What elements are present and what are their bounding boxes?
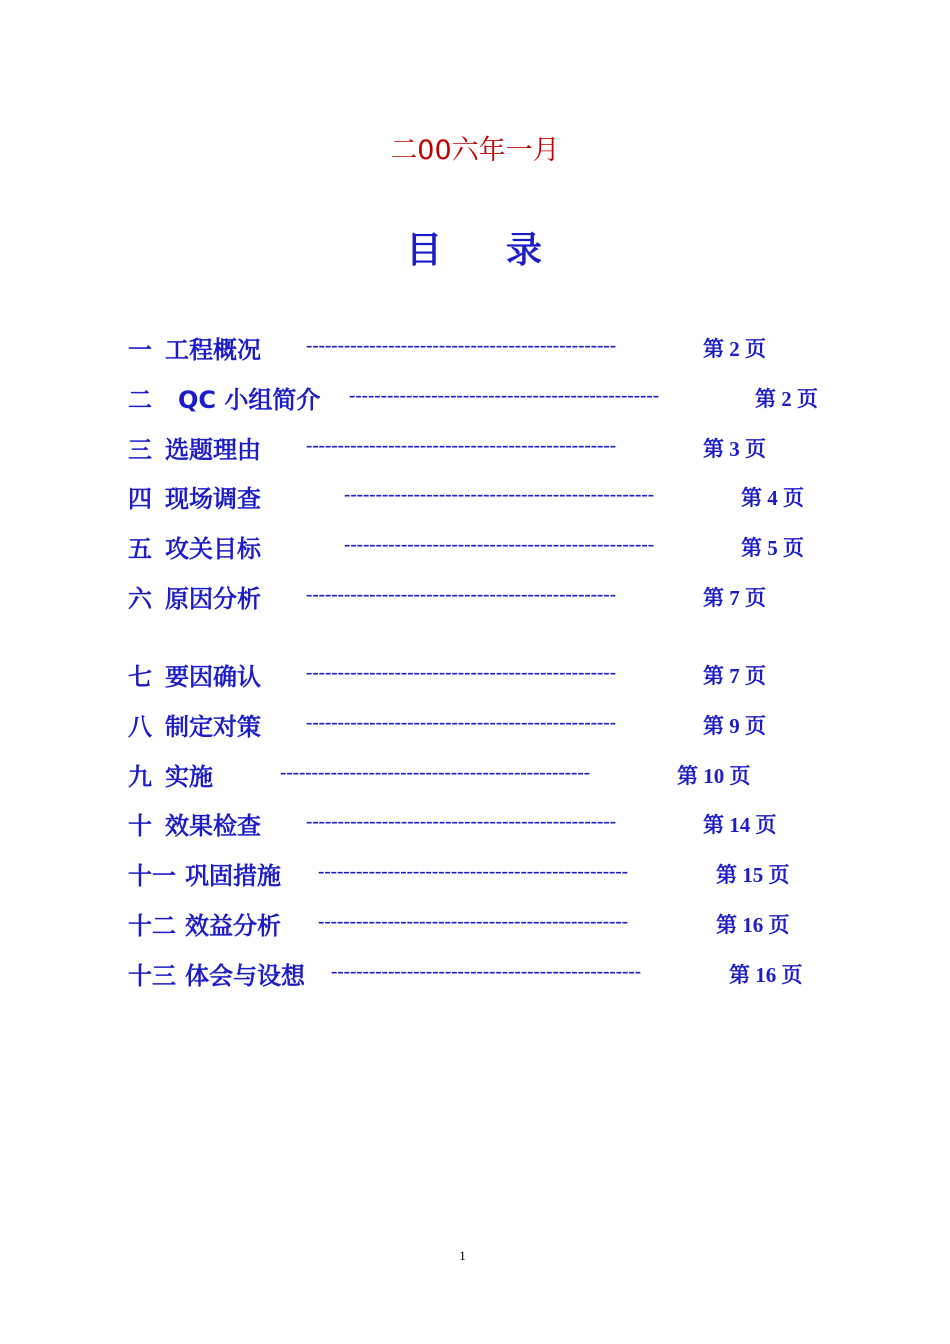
- toc-entry-title: 体会与设想: [185, 962, 305, 990]
- toc-entry-leader: -------------------------------------------------: [349, 385, 660, 406]
- toc-entry-page: 第 3 页: [703, 437, 766, 461]
- toc-entry-leader: -------------------------------------------------: [306, 435, 617, 456]
- toc-entry-title: 巩固措施: [185, 862, 281, 890]
- toc-entry-title: 要因确认: [165, 663, 261, 691]
- toc-entry-number: 九: [128, 763, 152, 791]
- toc-entry-number: 六: [128, 585, 152, 613]
- toc-entry-number: 七: [128, 663, 152, 691]
- toc-entry-title: 实施: [165, 763, 213, 791]
- toc-entry-page: 第 7 页: [703, 664, 766, 688]
- toc-entry-title: 原因分析: [165, 585, 261, 613]
- toc-entry-leader: -------------------------------------------------: [306, 335, 617, 356]
- toc-entry-title: 选题理由: [165, 436, 261, 464]
- page-number: 1: [459, 1248, 466, 1263]
- toc-entry-number: 一: [128, 336, 152, 364]
- toc-entry-title: 制定对策: [165, 713, 261, 741]
- toc-entry-leader: -------------------------------------------------: [280, 762, 591, 783]
- toc-title-char-2: 录: [506, 230, 545, 271]
- toc-entry-page: 第 4 页: [741, 486, 804, 510]
- toc-entry-page: 第 16 页: [729, 963, 803, 987]
- toc-entry-title: 效果检查: [165, 812, 261, 840]
- toc-entry-leader: -------------------------------------------------: [344, 484, 655, 505]
- toc-entry-page: 第 15 页: [716, 863, 790, 887]
- toc-entry-page: 第 7 页: [703, 586, 766, 610]
- document-date: 二00六年一月: [390, 135, 560, 166]
- toc-entry-leader: -------------------------------------------------: [306, 662, 617, 683]
- toc-entry-leader: -------------------------------------------------: [318, 911, 629, 932]
- toc-entry-title: 现场调查: [165, 485, 261, 513]
- toc-entry-number: 二: [128, 386, 152, 414]
- toc-entry-leader: -------------------------------------------------: [318, 861, 629, 882]
- toc-entry-title: 攻关目标: [165, 535, 261, 563]
- toc-title-char-1: 目: [405, 230, 444, 271]
- toc-entry-number: 十三: [128, 962, 176, 990]
- toc-entry-number: 十一: [128, 862, 176, 890]
- toc-entry-number: 十: [128, 812, 152, 840]
- toc-entry-number: 十二: [128, 912, 176, 940]
- toc-entry-title: 效益分析: [185, 912, 281, 940]
- toc-title: [0, 222, 950, 273]
- toc-entry-page: 第 2 页: [755, 387, 818, 411]
- toc-entry-number: 五: [128, 535, 152, 563]
- toc-entry-page: 第 9 页: [703, 714, 766, 738]
- toc-entry-title: 工程概况: [165, 336, 261, 364]
- toc-entry-leader: -------------------------------------------------: [306, 811, 617, 832]
- toc-entry-page: 第 10 页: [677, 764, 751, 788]
- toc-entry-page: 第 16 页: [716, 913, 790, 937]
- toc-entry-title: QC 小组简介: [178, 386, 321, 414]
- toc-entry-page: 第 2 页: [703, 337, 766, 361]
- toc-entry-leader: -------------------------------------------------: [306, 712, 617, 733]
- toc-entry-number: 八: [128, 713, 152, 741]
- toc-entry-page: 第 5 页: [741, 536, 804, 560]
- toc-entry-leader: -------------------------------------------------: [344, 534, 655, 555]
- toc-entry-leader: -------------------------------------------------: [306, 584, 617, 605]
- toc-entry-number: 四: [128, 485, 152, 513]
- toc-entry-leader: -------------------------------------------------: [331, 961, 642, 982]
- toc-entry-number: 三: [128, 436, 152, 464]
- toc-entry-page: 第 14 页: [703, 813, 777, 837]
